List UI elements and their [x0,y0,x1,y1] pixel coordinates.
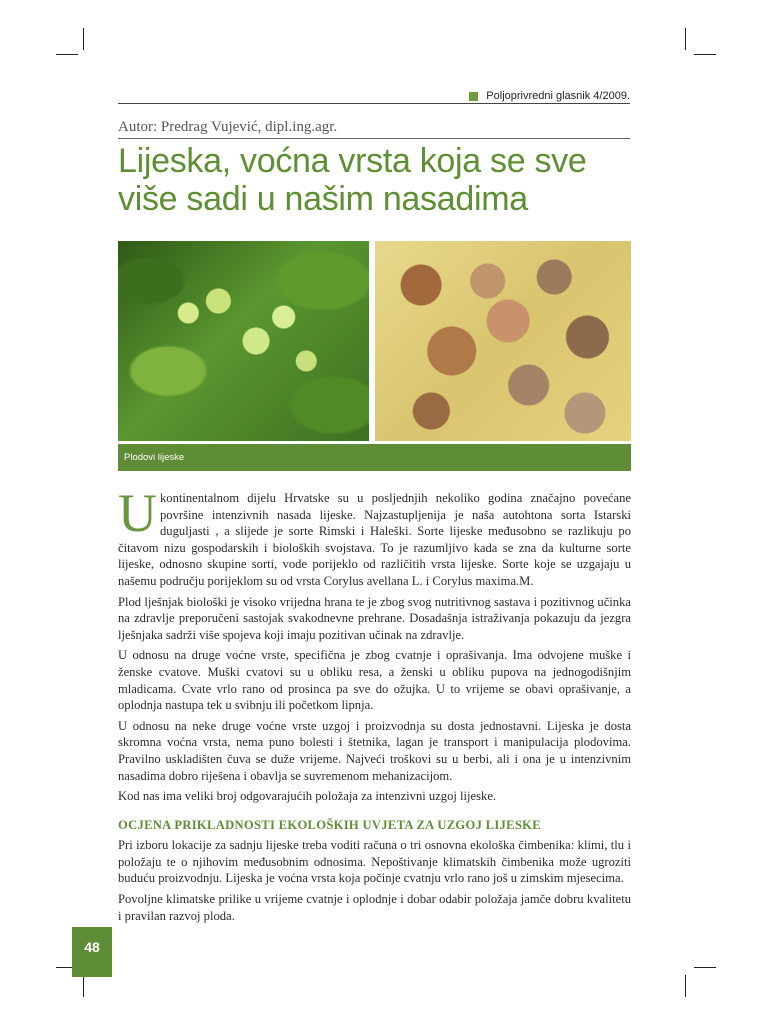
crop-mark [694,967,716,968]
crop-mark [694,54,716,55]
photo-caption-bar [118,444,631,471]
paragraph: Povoljne klimatske prilike u vrijeme cvatnje i oplodnje i dobar odabir položaja jamče dobru kvalitetu i pravilan razvoj ploda. [118,892,631,923]
author-divider [118,138,630,139]
article-author: Autor: Predrag Vujević, dipl.ing.agr. [118,119,338,135]
journal-header [469,90,630,102]
paragraph: Kod nas ima veliki broj odgovarajućih položaja za intenzivni uzgoj lijeske. [118,789,497,804]
crop-mark [83,28,84,50]
photo-caption: Plodovi lijeske [124,452,185,463]
page-number: 48 [72,927,112,977]
crop-mark [83,975,84,997]
crop-mark [56,54,78,55]
article-body [118,483,631,928]
crop-mark [685,28,686,50]
crop-mark [685,975,686,997]
paragraph: U odnosu na druge voćne vrste, specifična je zbog cvatnje i oprašivanja. Ima odvojene muške i ženske cvatove. Muški cvatovi su u obliku resa, a ženski u obliku pupova na jednogodišnjim mladicama. Cvate vrlo rano od prosinca pa sve do ožujka. U to vrijeme se obavi oprašivanje, a oplodnja nastupa tek u svibnju ili početkom lipnja. [118,648,631,713]
hazelnuts-photo [375,241,631,441]
hazel-leaves-photo [118,241,369,441]
paragraph: Plod lješnjak biološki je visoko vrijedna hrana te je zbog svog nutritivnog sastava i pozitivnog učinka na zdravlje preporučeni sastojak svakodnevne prehrane. Dosadašnja istraživanja pokazuju da jezgra lješnjaka sadrži više spojeva koji imaju pozitivan učinak na zdravlje. [118,594,631,642]
drop-cap: U [118,483,157,543]
article-title: Lijeska, voćna vrsta koja se sve više sadi u našim nasadima [118,142,587,218]
paragraph: U odnosu na neke druge voćne vrste uzgoj i proizvodnja su dosta jednostavni. Lijeska je dosta skromna voćna vrsta, nema puno bolesti i štetnika, lagan je transport i manipulacija plodovima. Pravilno uskladišten čuva se duže vrijeme. Najveći troškovi su u berbi, ali i ona je u intenzivnim nasadima dobro riješena i obavlja se suvremenom mehanizacijom. [118,718,631,783]
header-divider [118,103,630,104]
section-heading: OCJENA PRIKLADNOSTI EKOLOŠKIH UVJETA ZA UZGOJ LIJESKE [118,817,541,832]
square-icon [469,92,478,101]
paragraph [118,483,631,590]
paragraph: Pri izboru lokacije za sadnju lijeske treba voditi računa o tri osnovna ekološka čimbenika: klimi, tlu i položaju te o njihovim međusobnim odnosima. Nepoštivanje klimatskih čimbenika može ugroziti buduću proizvodnju. Lijeska je voćna vrsta koja počinje cvatnju vrlo rano još u zimskim mjesecima. [118,838,631,886]
paragraph-text: kontinentalnom dijelu Hrvatske su u posljednjih nekoliko godina značajno povećane površine intenzivnih nasada lijeske. Najzastupljenija je naša autohtona sorta Istarski duguljasti , a slijede je sorte Rimski i Haleški. Sorte lijeske međusobno se razlikuju po čitavom nizu gospodarskih i bioloških svojstava. To je razumljivo kada se zna da kulturne sorte lijeske, odnosno skupine sorti, vode porijeklo od različitih vrsta lijeske. Sorte koje se uzgajaju u našemu području porijeklom su od vrsta Corylus avellana L. i Corylus maxima.M. [118,491,631,588]
journal-title: Poljoprivredni glasnik 4/2009. [486,90,630,102]
